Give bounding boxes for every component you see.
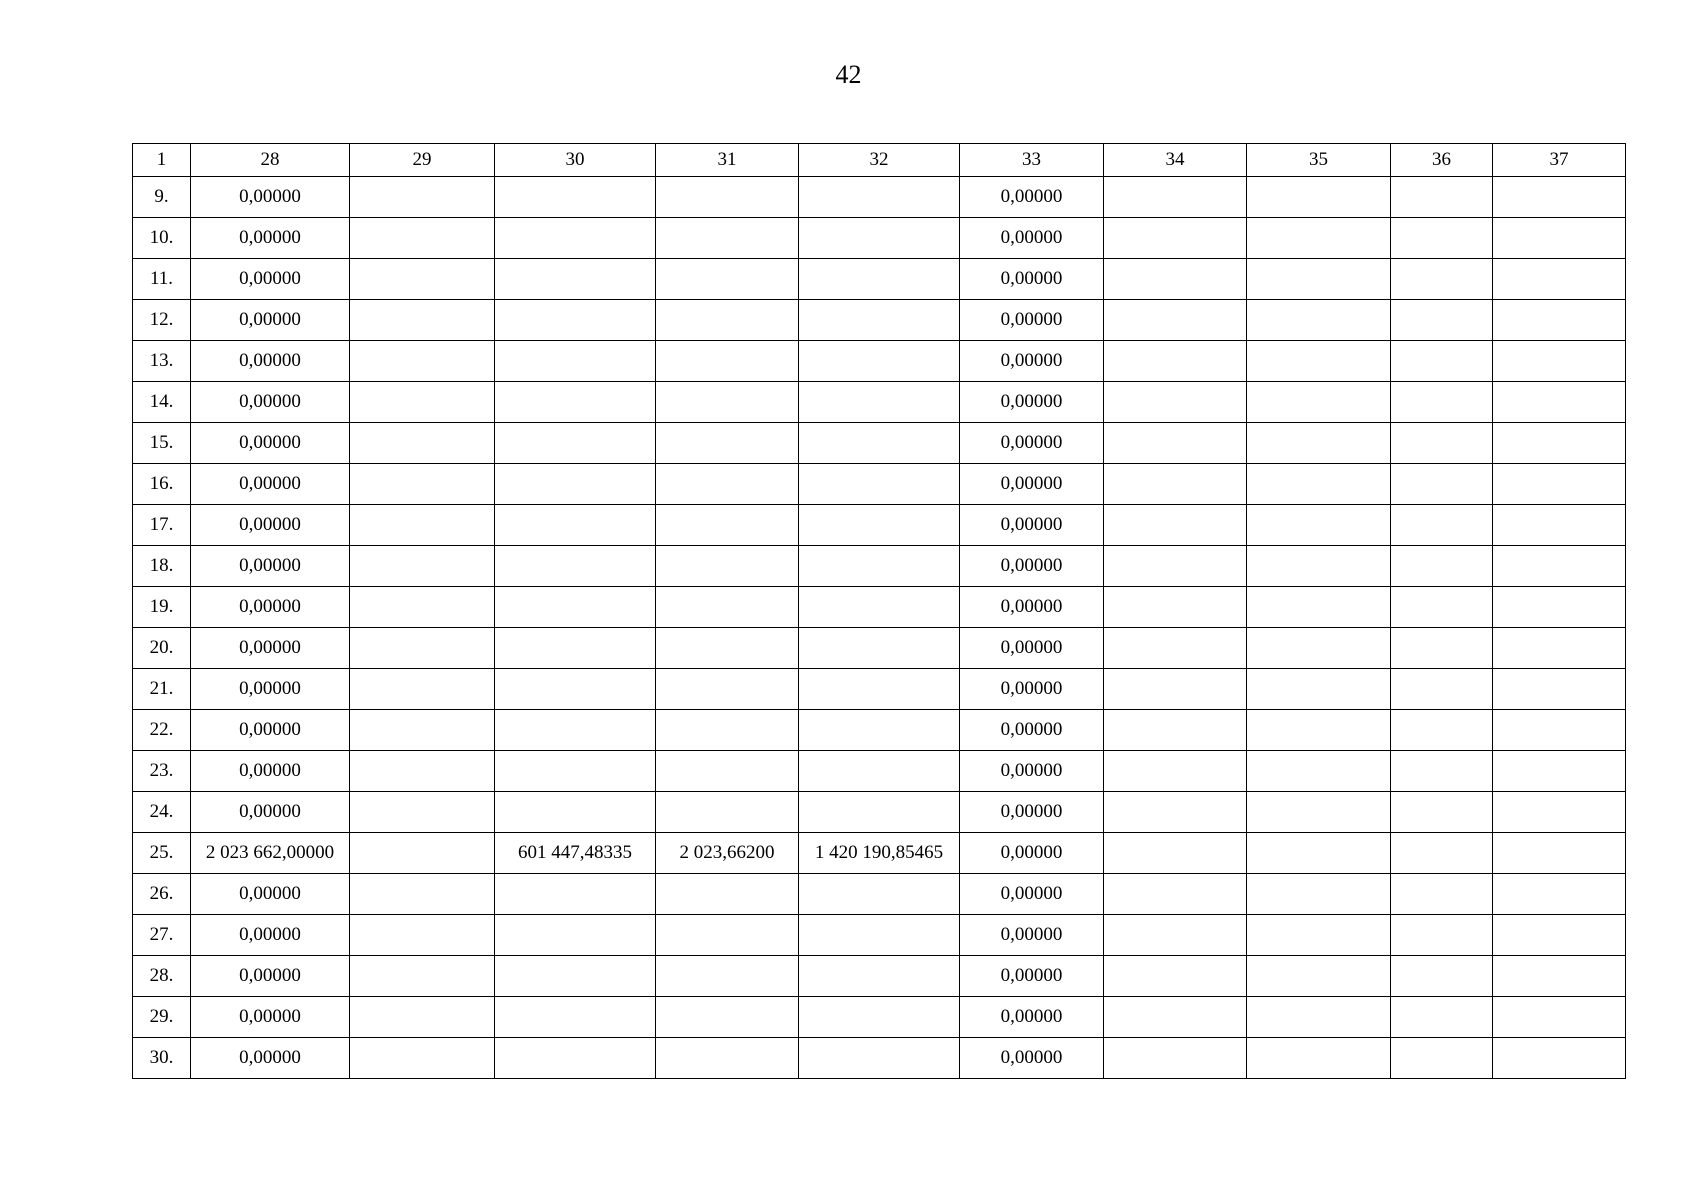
table-cell xyxy=(656,300,799,341)
table-row xyxy=(133,505,1626,546)
table-cell xyxy=(350,997,495,1038)
table-cell xyxy=(1104,956,1247,997)
table-row xyxy=(133,997,1626,1038)
row-number-cell: 23. xyxy=(133,751,191,792)
table-cell: 0,00000 xyxy=(191,464,350,505)
table-cell xyxy=(799,341,960,382)
table-cell: 0,00000 xyxy=(960,915,1104,956)
table-cell xyxy=(1493,505,1626,546)
table-cell: 0,00000 xyxy=(191,259,350,300)
table-cell xyxy=(1247,628,1391,669)
table-cell xyxy=(1104,1038,1247,1079)
table-cell: 0,00000 xyxy=(960,300,1104,341)
table-cell xyxy=(1247,710,1391,751)
table-row xyxy=(133,833,1626,874)
table-cell xyxy=(1391,997,1493,1038)
table-cell xyxy=(350,669,495,710)
table-cell xyxy=(1104,423,1247,464)
table-cell: 0,00000 xyxy=(960,423,1104,464)
table-cell xyxy=(1493,341,1626,382)
table-cell xyxy=(1104,751,1247,792)
row-number-cell: 13. xyxy=(133,341,191,382)
table-cell: 0,00000 xyxy=(191,669,350,710)
table-cell xyxy=(495,669,656,710)
table-cell: 0,00000 xyxy=(960,710,1104,751)
table-cell: 2 023 662,00000 xyxy=(191,833,350,874)
table-cell xyxy=(495,259,656,300)
table-cell xyxy=(1247,669,1391,710)
table-cell: 0,00000 xyxy=(191,1038,350,1079)
table-cell: 0,00000 xyxy=(191,505,350,546)
table-cell xyxy=(1391,710,1493,751)
table-header xyxy=(133,144,1626,177)
table-row xyxy=(133,300,1626,341)
column-header: 36 xyxy=(1391,144,1493,177)
row-number-cell: 28. xyxy=(133,956,191,997)
row-number-cell: 12. xyxy=(133,300,191,341)
table-cell: 0,00000 xyxy=(191,423,350,464)
table-cell: 0,00000 xyxy=(191,956,350,997)
table-cell xyxy=(656,218,799,259)
table-cell xyxy=(495,997,656,1038)
table-cell xyxy=(1104,464,1247,505)
column-header: 28 xyxy=(191,144,350,177)
table-cell xyxy=(1104,669,1247,710)
table-cell xyxy=(1247,874,1391,915)
table-cell xyxy=(495,505,656,546)
table-cell xyxy=(350,382,495,423)
row-number-cell: 11. xyxy=(133,259,191,300)
table-cell xyxy=(656,997,799,1038)
column-header: 32 xyxy=(799,144,960,177)
table-cell xyxy=(1104,300,1247,341)
table-row xyxy=(133,546,1626,587)
table-cell xyxy=(1493,177,1626,218)
table-cell xyxy=(1493,423,1626,464)
table-cell xyxy=(1247,1038,1391,1079)
table-cell xyxy=(350,915,495,956)
table-cell xyxy=(656,546,799,587)
table-cell xyxy=(799,546,960,587)
table-cell xyxy=(656,382,799,423)
table-cell xyxy=(656,259,799,300)
table-row xyxy=(133,464,1626,505)
table-cell xyxy=(1391,833,1493,874)
table-cell xyxy=(1247,177,1391,218)
table-cell xyxy=(1391,1038,1493,1079)
table-cell xyxy=(495,710,656,751)
table-body xyxy=(133,177,1626,1079)
table-cell xyxy=(1493,915,1626,956)
table-row xyxy=(133,259,1626,300)
table-cell xyxy=(656,874,799,915)
table-cell: 0,00000 xyxy=(191,710,350,751)
table-cell xyxy=(1391,464,1493,505)
table-cell: 0,00000 xyxy=(191,751,350,792)
table-cell xyxy=(350,874,495,915)
table-cell xyxy=(1247,341,1391,382)
table-cell: 0,00000 xyxy=(960,382,1104,423)
table-cell xyxy=(799,587,960,628)
table-cell xyxy=(1391,792,1493,833)
table-row xyxy=(133,915,1626,956)
table-cell xyxy=(350,956,495,997)
table-cell xyxy=(1104,628,1247,669)
table-cell xyxy=(799,300,960,341)
table-cell xyxy=(1104,218,1247,259)
row-number-cell: 29. xyxy=(133,997,191,1038)
table-cell xyxy=(1391,382,1493,423)
table-cell xyxy=(799,956,960,997)
table-cell xyxy=(656,628,799,669)
table-cell xyxy=(350,751,495,792)
table-cell xyxy=(350,300,495,341)
column-header: 31 xyxy=(656,144,799,177)
row-number-cell: 9. xyxy=(133,177,191,218)
table-cell xyxy=(1247,546,1391,587)
table-cell xyxy=(799,1038,960,1079)
table-cell xyxy=(1391,628,1493,669)
table-cell xyxy=(1493,792,1626,833)
table-cell xyxy=(1247,464,1391,505)
table-cell: 2 023,66200 xyxy=(656,833,799,874)
table-cell xyxy=(1493,669,1626,710)
table-cell xyxy=(656,956,799,997)
table-cell xyxy=(495,382,656,423)
row-number-cell: 17. xyxy=(133,505,191,546)
table-cell xyxy=(1247,300,1391,341)
table-row xyxy=(133,177,1626,218)
table-cell: 1 420 190,85465 xyxy=(799,833,960,874)
table-cell xyxy=(1493,628,1626,669)
table-cell xyxy=(350,259,495,300)
table-cell: 0,00000 xyxy=(960,997,1104,1038)
table-cell xyxy=(799,792,960,833)
table-cell: 0,00000 xyxy=(960,505,1104,546)
table-cell xyxy=(656,792,799,833)
table-cell xyxy=(1247,505,1391,546)
table-cell xyxy=(1391,341,1493,382)
table-cell xyxy=(1104,259,1247,300)
row-number-cell: 10. xyxy=(133,218,191,259)
table-cell xyxy=(799,177,960,218)
table-cell xyxy=(350,341,495,382)
row-number-cell: 20. xyxy=(133,628,191,669)
row-number-cell: 15. xyxy=(133,423,191,464)
table-cell xyxy=(495,874,656,915)
table-row xyxy=(133,792,1626,833)
table-cell xyxy=(656,505,799,546)
row-number-cell: 21. xyxy=(133,669,191,710)
table-cell xyxy=(495,464,656,505)
table-cell xyxy=(350,505,495,546)
table-cell: 0,00000 xyxy=(960,751,1104,792)
table-cell xyxy=(1104,915,1247,956)
table-cell: 0,00000 xyxy=(191,218,350,259)
table-cell xyxy=(1104,792,1247,833)
table-cell: 0,00000 xyxy=(960,669,1104,710)
table-cell: 0,00000 xyxy=(960,628,1104,669)
table-cell xyxy=(495,956,656,997)
table-cell xyxy=(1104,341,1247,382)
table-cell xyxy=(1391,259,1493,300)
table-cell xyxy=(1104,710,1247,751)
table-cell xyxy=(1391,915,1493,956)
column-header: 34 xyxy=(1104,144,1247,177)
table-cell xyxy=(495,628,656,669)
table-cell xyxy=(350,423,495,464)
table-cell xyxy=(1247,751,1391,792)
table-row xyxy=(133,1038,1626,1079)
table-cell xyxy=(799,464,960,505)
table-cell xyxy=(1391,587,1493,628)
table-cell xyxy=(350,628,495,669)
table-cell xyxy=(1104,546,1247,587)
table-cell: 0,00000 xyxy=(960,874,1104,915)
table-cell xyxy=(1391,423,1493,464)
table-cell xyxy=(1104,997,1247,1038)
table-cell: 0,00000 xyxy=(960,218,1104,259)
page-number: 42 xyxy=(835,60,862,89)
table-cell xyxy=(1391,874,1493,915)
table-row xyxy=(133,218,1626,259)
table-cell xyxy=(350,710,495,751)
table-cell xyxy=(656,669,799,710)
table-cell xyxy=(1391,177,1493,218)
table-cell xyxy=(350,546,495,587)
table-cell xyxy=(1247,792,1391,833)
table-cell: 0,00000 xyxy=(191,915,350,956)
table-row xyxy=(133,710,1626,751)
table-cell xyxy=(799,751,960,792)
table-cell xyxy=(799,382,960,423)
table-row xyxy=(133,628,1626,669)
table-cell xyxy=(799,710,960,751)
table-cell xyxy=(656,341,799,382)
table-cell xyxy=(799,669,960,710)
table-row xyxy=(133,587,1626,628)
table-cell xyxy=(350,464,495,505)
table-cell xyxy=(350,1038,495,1079)
row-number-cell: 18. xyxy=(133,546,191,587)
table-cell xyxy=(1104,874,1247,915)
table-cell xyxy=(1493,1038,1626,1079)
table-row xyxy=(133,382,1626,423)
row-number-cell: 26. xyxy=(133,874,191,915)
table-cell: 0,00000 xyxy=(191,874,350,915)
table-cell: 0,00000 xyxy=(191,300,350,341)
table-row xyxy=(133,669,1626,710)
table-cell: 0,00000 xyxy=(960,1038,1104,1079)
row-number-cell: 14. xyxy=(133,382,191,423)
table-cell xyxy=(495,300,656,341)
table-cell xyxy=(1247,587,1391,628)
table-cell xyxy=(656,915,799,956)
table-row xyxy=(133,956,1626,997)
table-cell xyxy=(656,751,799,792)
table-cell: 0,00000 xyxy=(960,464,1104,505)
table-cell xyxy=(495,1038,656,1079)
table-cell: 0,00000 xyxy=(960,956,1104,997)
table-cell xyxy=(1493,997,1626,1038)
table-cell xyxy=(1247,382,1391,423)
table-cell xyxy=(799,874,960,915)
table-cell xyxy=(350,587,495,628)
table-cell xyxy=(656,1038,799,1079)
table-cell xyxy=(495,915,656,956)
table-cell xyxy=(1247,218,1391,259)
table-cell xyxy=(495,177,656,218)
table-cell xyxy=(1104,587,1247,628)
table-cell: 0,00000 xyxy=(191,628,350,669)
table-cell xyxy=(1493,546,1626,587)
table-cell: 0,00000 xyxy=(960,341,1104,382)
table-cell: 0,00000 xyxy=(191,341,350,382)
table-cell xyxy=(1391,669,1493,710)
row-number-cell: 16. xyxy=(133,464,191,505)
table-cell xyxy=(799,505,960,546)
column-header: 29 xyxy=(350,144,495,177)
table-cell xyxy=(1493,874,1626,915)
table-cell xyxy=(495,792,656,833)
table-cell xyxy=(495,218,656,259)
table-cell xyxy=(350,792,495,833)
table-cell xyxy=(1247,259,1391,300)
table-cell xyxy=(1104,382,1247,423)
table-cell xyxy=(1493,259,1626,300)
table-cell xyxy=(1104,177,1247,218)
table-cell xyxy=(350,218,495,259)
row-number-cell: 30. xyxy=(133,1038,191,1079)
table-cell xyxy=(1391,546,1493,587)
column-header: 35 xyxy=(1247,144,1391,177)
row-number-cell: 27. xyxy=(133,915,191,956)
table-cell xyxy=(1391,505,1493,546)
table-cell xyxy=(1493,382,1626,423)
header-row xyxy=(133,144,1626,177)
table-cell xyxy=(656,587,799,628)
table-cell xyxy=(1493,710,1626,751)
table-cell xyxy=(656,464,799,505)
table-cell xyxy=(656,423,799,464)
table-cell xyxy=(799,997,960,1038)
table-cell xyxy=(799,628,960,669)
table-cell: 0,00000 xyxy=(191,382,350,423)
table-cell xyxy=(656,710,799,751)
column-header: 30 xyxy=(495,144,656,177)
table-cell: 0,00000 xyxy=(960,833,1104,874)
table-cell: 601 447,48335 xyxy=(495,833,656,874)
table-cell xyxy=(799,423,960,464)
table-cell xyxy=(1493,300,1626,341)
table-cell xyxy=(1493,956,1626,997)
table-cell xyxy=(1247,833,1391,874)
table-cell xyxy=(1493,218,1626,259)
table-cell xyxy=(1104,505,1247,546)
table-row xyxy=(133,423,1626,464)
table-cell xyxy=(799,915,960,956)
table-cell xyxy=(495,546,656,587)
row-number-cell: 19. xyxy=(133,587,191,628)
table-cell xyxy=(1247,423,1391,464)
table-cell xyxy=(1391,300,1493,341)
table-cell: 0,00000 xyxy=(960,177,1104,218)
table-cell xyxy=(350,833,495,874)
data-table xyxy=(132,143,1626,1079)
table-cell xyxy=(1493,587,1626,628)
table-cell xyxy=(1493,833,1626,874)
table-cell xyxy=(1391,751,1493,792)
table-cell xyxy=(799,218,960,259)
column-header: 1 xyxy=(133,144,191,177)
table-cell xyxy=(1104,833,1247,874)
row-number-cell: 24. xyxy=(133,792,191,833)
table-cell xyxy=(656,177,799,218)
row-number-cell: 22. xyxy=(133,710,191,751)
table-cell xyxy=(1391,218,1493,259)
table-cell xyxy=(1391,956,1493,997)
table-cell xyxy=(1247,997,1391,1038)
table-cell xyxy=(799,259,960,300)
table-cell: 0,00000 xyxy=(191,997,350,1038)
table-cell: 0,00000 xyxy=(960,546,1104,587)
table-row xyxy=(133,341,1626,382)
table-cell xyxy=(350,177,495,218)
table-cell: 0,00000 xyxy=(191,177,350,218)
table-cell: 0,00000 xyxy=(191,546,350,587)
row-number-cell: 25. xyxy=(133,833,191,874)
table-cell xyxy=(1247,915,1391,956)
table-cell xyxy=(495,587,656,628)
table-row xyxy=(133,751,1626,792)
table-cell: 0,00000 xyxy=(960,259,1104,300)
table-cell xyxy=(1247,956,1391,997)
table-cell xyxy=(1493,751,1626,792)
table-cell xyxy=(1493,464,1626,505)
column-header: 33 xyxy=(960,144,1104,177)
table-cell: 0,00000 xyxy=(960,792,1104,833)
table-cell xyxy=(495,751,656,792)
table-cell: 0,00000 xyxy=(191,792,350,833)
table-cell xyxy=(495,341,656,382)
column-header: 37 xyxy=(1493,144,1626,177)
table-row xyxy=(133,874,1626,915)
table-cell: 0,00000 xyxy=(960,587,1104,628)
table-cell: 0,00000 xyxy=(191,587,350,628)
table-cell xyxy=(495,423,656,464)
